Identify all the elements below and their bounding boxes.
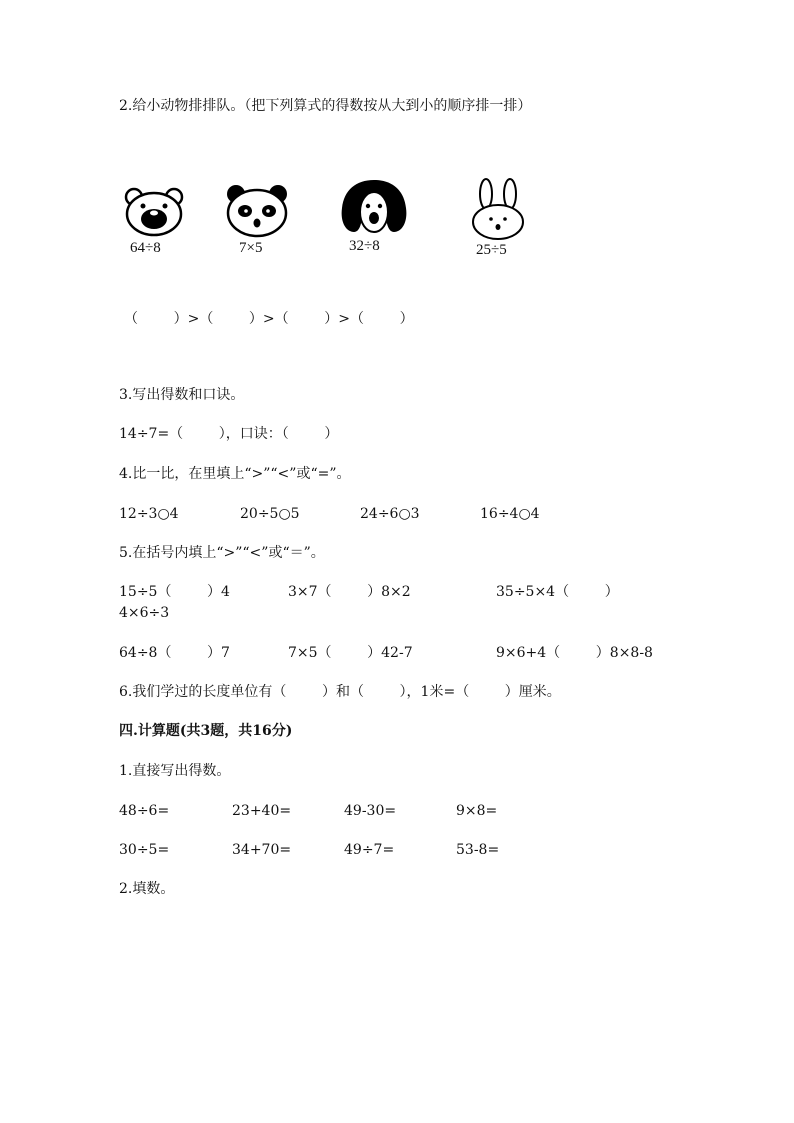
dog-face-icon [338, 178, 410, 238]
dog-expression: 32÷8 [349, 238, 380, 254]
question-2-title: 2.给小动物排排队。（把下列算式的得数按从大到小的顺序排一排） [119, 98, 532, 114]
calc-item[interactable]: 49-30= [344, 803, 397, 819]
bear-face-icon [124, 186, 184, 238]
bracket-compare-item-wrap: 4×6÷3 [119, 605, 170, 621]
bracket-compare-item[interactable]: 7×5（ ）42-7 [288, 645, 413, 661]
order-answer-line[interactable]: （ ）>（ ）>（ ）>（ ） [124, 311, 414, 327]
compare-item[interactable]: 16÷4○4 [480, 506, 540, 522]
section-4-title: 四.计算题(共3题，共16分) [119, 723, 293, 739]
bracket-compare-item[interactable]: 35÷5×4（ ） [496, 584, 619, 600]
question-5-title: 5.在括号内填上“>”“<”或“＝”。 [119, 545, 325, 561]
panda-face-icon [226, 184, 288, 238]
panda-expression: 7×5 [239, 240, 263, 256]
calc-item[interactable]: 48÷6= [119, 803, 170, 819]
compare-item[interactable]: 24÷6○3 [360, 506, 420, 522]
question-3-answer-line[interactable]: 14÷7=（ ），口诀：（ ） [119, 426, 339, 442]
calc-question-1-title: 1.直接写出得数。 [119, 763, 231, 779]
calc-item[interactable]: 49÷7= [344, 842, 395, 858]
rabbit-face-icon [470, 178, 526, 240]
bracket-compare-item[interactable]: 64÷8（ ）7 [119, 645, 230, 661]
calc-item[interactable]: 30÷5= [119, 842, 170, 858]
question-4-title: 4.比一比，在里填上“>”“<”或“=”。 [119, 466, 351, 482]
compare-item[interactable]: 12÷3○4 [119, 506, 179, 522]
bracket-compare-item[interactable]: 9×6+4（ ）8×8-8 [496, 645, 653, 661]
question-6[interactable]: 6.我们学过的长度单位有（ ）和（ ），1米=（ ）厘米。 [119, 684, 561, 700]
bracket-compare-item[interactable]: 3×7（ ）8×2 [288, 584, 411, 600]
rabbit-expression: 25÷5 [476, 242, 507, 258]
compare-item[interactable]: 20÷5○5 [240, 506, 300, 522]
bear-expression: 64÷8 [130, 240, 161, 256]
question-3-title: 3.写出得数和口诀。 [119, 387, 245, 403]
calc-item[interactable]: 23+40= [232, 803, 292, 819]
calc-item[interactable]: 9×8= [456, 803, 498, 819]
calc-item[interactable]: 53-8= [456, 842, 500, 858]
bracket-compare-item[interactable]: 15÷5（ ）4 [119, 584, 230, 600]
fill-question-title: 2.填数。 [119, 881, 175, 897]
calc-item[interactable]: 34+70= [232, 842, 292, 858]
